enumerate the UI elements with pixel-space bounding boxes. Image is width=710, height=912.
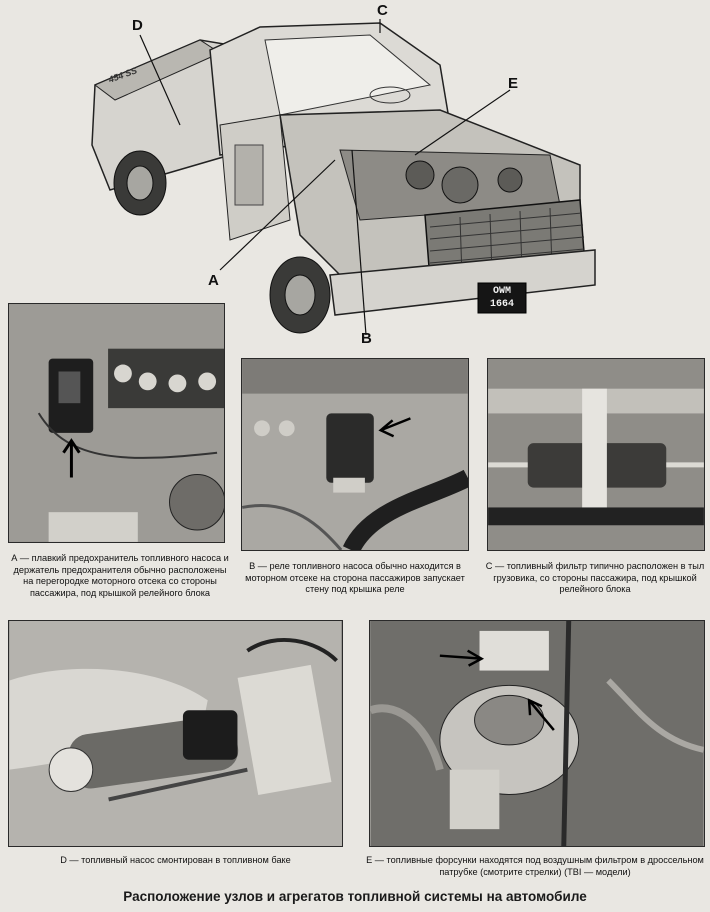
truck-illustration (80, 2, 610, 347)
photo-c-drawing (488, 359, 704, 550)
photo-a-drawing (9, 304, 224, 542)
callout-e: E (508, 75, 519, 92)
photo-b-drawing (242, 359, 468, 550)
caption-e: Е — топливные форсунки находятся под воздушным фильтром в дроссельном патрубке (смотрите стрелки) (ТВI — модели) (366, 855, 704, 877)
photo-d-pump (8, 620, 343, 847)
callout-d: D (132, 17, 143, 34)
bleed-through-text (600, 60, 705, 300)
photo-e-drawing (370, 621, 704, 846)
photo-d-drawing (9, 621, 342, 846)
truck-drawing (80, 5, 610, 340)
page-title: Расположение узлов и агрегатов топливной системы на автомобиле (123, 889, 587, 904)
callout-b: B (361, 330, 372, 347)
photo-b-relay (241, 358, 469, 551)
photo-c-filter (487, 358, 705, 551)
plate-line-2: 1664 (489, 299, 514, 310)
caption-b: В — реле топливного насоса обычно находится в моторном отсеке на сторона пассажиров запускает стену под крышка реле (245, 561, 465, 594)
callout-a: A (208, 272, 219, 289)
photo-e-injectors (369, 620, 705, 847)
caption-a: А — плавкий предохранитель топливного насоса и держатель предохранителя обычно расположены на перегородке моторного отсека со стороны пассажира, под крышкой релейного блока (11, 553, 229, 598)
photo-a-fuse (8, 303, 225, 543)
truck-badge: 454 SS (107, 65, 139, 85)
caption-c: С — топливный фильтр типично расположен в тыл грузовика, со стороны пассажира, под крышкой релейного блока (485, 561, 705, 594)
caption-d: D — топливный насос смонтирован в топливном баке (60, 855, 291, 865)
plate-line-1: OWM (492, 286, 511, 297)
license-plate (478, 283, 526, 313)
callout-c: C (377, 2, 388, 19)
